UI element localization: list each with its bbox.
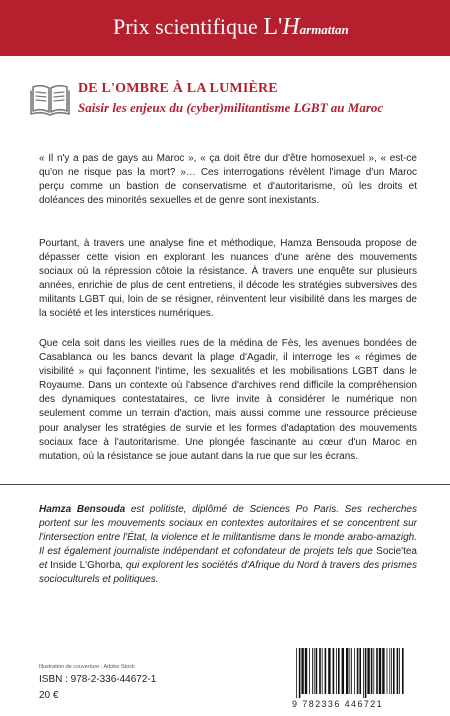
barcode-bar xyxy=(379,648,381,694)
barcode-bar xyxy=(382,648,384,694)
barcode-bar xyxy=(322,648,323,694)
banner-text xyxy=(113,14,349,41)
barcode-bar xyxy=(342,648,344,694)
book-subtitle: Saisir les enjeux du (cyber)militantisme LGBT au Maroc xyxy=(78,100,384,115)
summary-paragraph-2: Pourtant, à travers une analyse fine et méthodique, Hamza Bensouda propose de dépasser cette vision en explorant les nuances d'une arène des mouvements sociaux où la répression côtoie la résistance. À travers une enquête sur plusieurs années, enrichie de plus de cent entretiens, il décode les stratégies subversives des militants LGBT qui, loin de se résigner, réinventent leur visibilité dans les marges de la société et les interstices numériques. xyxy=(39,238,417,320)
barcode-bar xyxy=(367,648,369,694)
barcode-bar xyxy=(402,648,404,694)
barcode-bar xyxy=(316,648,318,694)
barcode-bar xyxy=(393,648,395,694)
barcode-number: 9 782336 446721 xyxy=(292,699,384,709)
publisher-banner xyxy=(0,0,450,56)
barcode-bar xyxy=(351,648,352,694)
barcode-bar xyxy=(376,648,378,694)
barcode xyxy=(292,648,408,698)
barcode-bar xyxy=(357,648,359,694)
barcode-bar xyxy=(296,648,297,698)
barcode-bar xyxy=(365,648,367,698)
barcode-bar xyxy=(359,648,361,694)
section-divider xyxy=(0,484,450,485)
barcode-bar xyxy=(387,648,388,694)
barcode-bar xyxy=(399,648,400,694)
barcode-bar xyxy=(309,648,310,694)
barcode-bar xyxy=(338,648,340,694)
barcode-bar xyxy=(389,648,390,694)
barcode-bar xyxy=(336,648,337,694)
barcode-bar xyxy=(373,648,374,694)
barcode-bar xyxy=(319,648,321,694)
collection-name: Prix scientifique xyxy=(113,14,258,39)
barcode-bar xyxy=(299,648,301,698)
barcode-bar xyxy=(349,648,350,694)
barcode-bar xyxy=(391,648,392,694)
project-name: Socie'tea xyxy=(376,546,417,558)
barcode-bar xyxy=(312,648,313,694)
barcode-bar xyxy=(354,648,355,694)
barcode-bar xyxy=(325,648,327,694)
publisher-logo: L'Harmattan xyxy=(263,14,349,40)
summary-paragraph-3: Que cela soit dans les vieilles rues de la médina de Fès, les avenues bondées de Casablanca ou les bancs devant la plage d'Agadir, il interroge les « régimes de visibilité » qui façonnent l'intime, les sexualités et les mobilisations LGBT dans le Royaume. Dans un contexte où l'absence d'archives rend difficile la compréhension des dynamiques contestataires, ce livre invite à considérer le numérique non seulement comme un terrain d'action, mais aussi comme une ressource précieuse pour analyser les stratégies de survie et les formes d'adaptation des mouvements sociaux face à l'autoritarisme. Une plongée fascinante au cœur d'un Maroc en mutation, où la résistance se joue autant dans la rue que sur les écrans. xyxy=(39,338,417,462)
barcode-bar xyxy=(305,648,307,694)
author-bio: Hamza Bensouda est politiste, diplômé de Sciences Po Paris. Ses recherches portent sur les mouvements sociaux en contextes autoritaires et se concentrent sur l'intersection entre l'État, la violence et le militantisme dans le monde arabo-amazigh. Il est également journaliste indépendant et cofondateur de projets tels que Socie'tea et Inside L'Ghorba, qui explorent les sociétés d'Afrique du Nord à travers des prismes socioculturels et politiques. xyxy=(39,504,417,586)
author-name: Hamza Bensouda xyxy=(39,504,126,515)
book-title: DE L'OMBRE À LA LUMIÈRE xyxy=(78,81,278,96)
barcode-bar xyxy=(346,648,348,694)
isbn: ISBN : 978-2-336-44672-1 xyxy=(39,674,157,685)
summary-paragraph-1: « Il n'y a pas de gays au Maroc », « ça doit être dur d'être homosexuel », « est-ce qu'on ne risque pas la mort? »… Ces interrogations révèlent l'image d'un Maroc perçu comme un bastion de conservatisme et d'autoritarisme, où les droits et doléances des minorités sexuelles et de genre sont inexistants. xyxy=(39,153,417,207)
cover-credit: Illustration de couverture : Adobe Stock xyxy=(39,664,135,670)
barcode-bar xyxy=(301,648,303,694)
barcode-bar xyxy=(397,648,399,694)
price: 20 € xyxy=(39,690,59,701)
barcode-bar xyxy=(363,648,364,698)
barcode-bar xyxy=(333,648,335,694)
project-name: Inside L'Ghorba xyxy=(50,560,121,572)
barcode-bar xyxy=(371,648,373,694)
barcode-bar xyxy=(328,648,330,694)
barcode-bar xyxy=(314,648,315,694)
open-book-icon xyxy=(30,82,70,116)
